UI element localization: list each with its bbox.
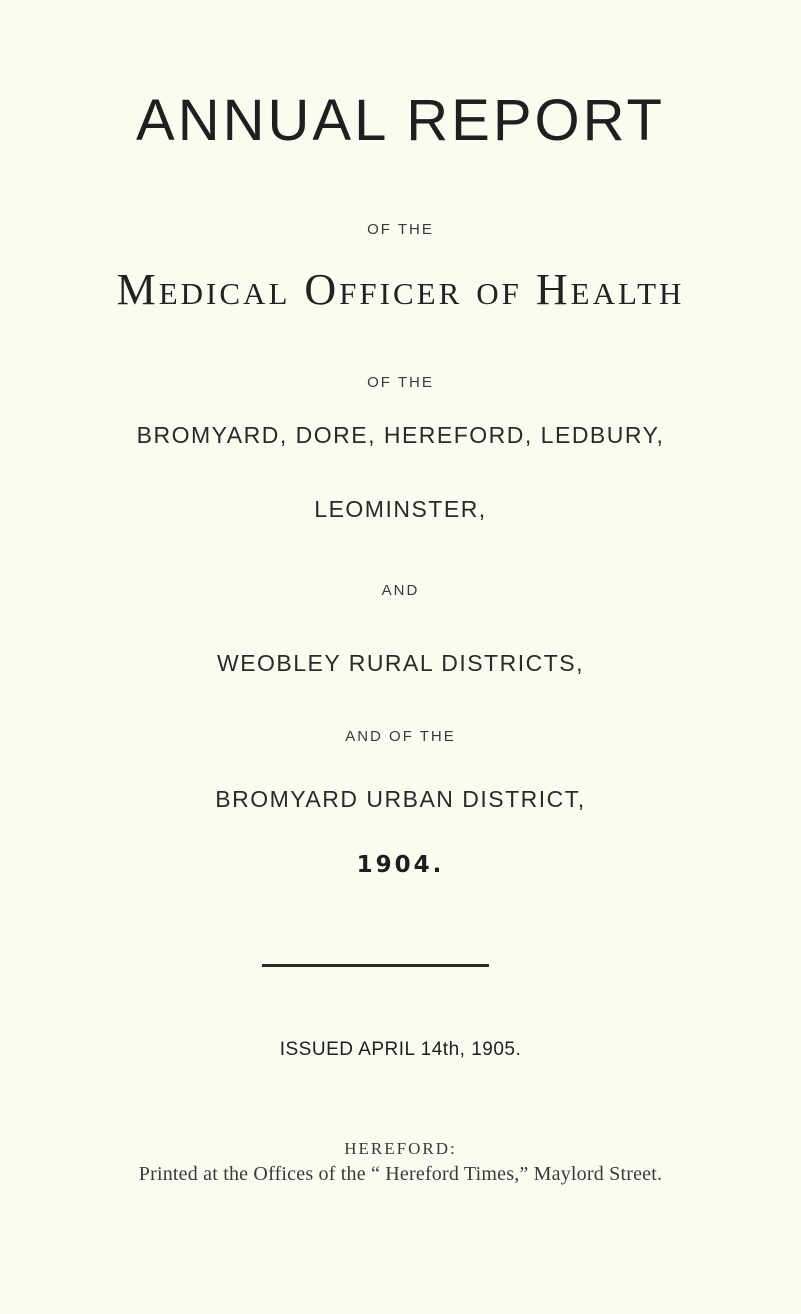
divider-rule xyxy=(262,964,489,967)
printer-imprint: Printed at the Offices of the “ Hereford Times,” Maylord Street. xyxy=(138,1163,663,1185)
report-year: 1904. xyxy=(356,852,445,878)
publisher-place: HEREFORD: xyxy=(344,1139,457,1158)
report-title: ANNUAL REPORT xyxy=(136,88,665,153)
medical-officer-heading: Medical Officer of Health xyxy=(116,265,685,314)
issued-date: ISSUED APRIL 14th, 1905. xyxy=(279,1039,522,1060)
of-the-label-1: OF THE xyxy=(367,221,434,238)
and-of-the-label: AND OF THE xyxy=(345,728,456,745)
of-the-label-2: OF THE xyxy=(367,374,434,391)
districts-line-4: BROMYARD URBAN DISTRICT, xyxy=(215,786,586,812)
districts-line-2: LEOMINSTER, xyxy=(314,496,487,522)
districts-line-3: WEOBLEY RURAL DISTRICTS, xyxy=(216,650,584,676)
districts-line-1: BROMYARD, DORE, HEREFORD, LEDBURY, xyxy=(136,422,665,448)
and-label: AND xyxy=(381,582,420,599)
